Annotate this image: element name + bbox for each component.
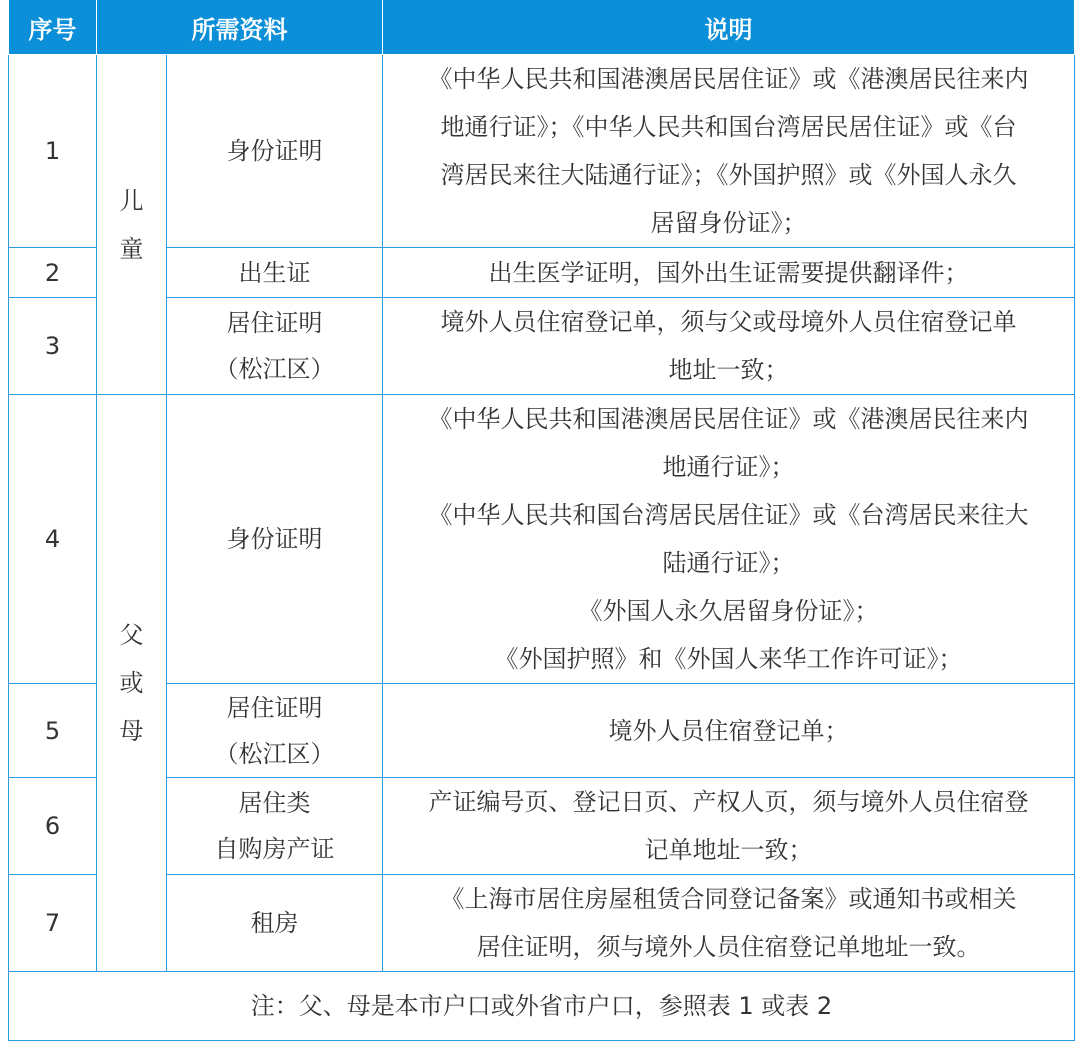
description-line: 地通行证》；: [662, 453, 795, 481]
table-row: [9, 684, 1075, 778]
description-line: 《外国护照》和《外国人来华工作许可证》；: [494, 645, 963, 673]
description-cell: [383, 395, 1075, 684]
material-cell: [167, 248, 383, 298]
row-number: 6: [9, 778, 97, 875]
description-line: 湾居民来往大陆通行证》；《外国护照》或《外国人永久: [440, 161, 1017, 189]
description-line: 境外人员住宿登记单，须与父或母境外人员住宿登记单: [440, 308, 1017, 336]
material-text: 居住证明: [226, 309, 323, 337]
table-row: [9, 395, 1075, 684]
group-child-char: 童: [119, 234, 144, 263]
material-text: 出生证: [238, 258, 311, 287]
description-line: 境外人员住宿登记单；: [608, 716, 849, 745]
description-line: 《中华人民共和国港澳居民居住证》或《港澳居民往来内: [428, 65, 1029, 93]
description-line: 记单地址一致；: [644, 836, 813, 864]
material-cell: [167, 55, 383, 248]
material-cell: [167, 778, 383, 875]
material-text: 身份证明: [226, 525, 323, 553]
row-number: 2: [9, 248, 97, 298]
description-line: 地址一致；: [668, 356, 789, 384]
footnote: 注：父、母是本市户口或外省市户口，参照表 1 或表 2: [9, 972, 1075, 1041]
group-child: [97, 55, 167, 395]
material-text: 身份证明: [226, 137, 323, 165]
header-seq: 序号: [9, 0, 97, 55]
material-text: 居住类: [238, 789, 311, 817]
group-parent-char: 或: [119, 669, 144, 697]
material-text: 居住证明: [226, 693, 323, 722]
group-child-char: 儿: [119, 186, 144, 215]
table-row: [9, 875, 1075, 972]
table-row: [9, 298, 1075, 395]
table-row: [9, 248, 1075, 298]
row-number: 5: [9, 684, 97, 778]
description-line: 地通行证》；《中华人民共和国台湾居民居住证》或《台: [440, 113, 1017, 141]
material-cell: [167, 395, 383, 684]
description-line: 产证编号页、登记日页、产权人页，须与境外人员住宿登: [428, 788, 1029, 816]
group-parent-char: 父: [119, 621, 144, 649]
description-cell: [383, 298, 1075, 395]
material-text: （松江区）: [214, 739, 335, 768]
description-line: 居留身份证》；: [650, 209, 807, 237]
description-cell: [383, 778, 1075, 875]
material-cell: [167, 875, 383, 972]
header-materials: 所需资料: [97, 0, 383, 55]
table-row: [9, 778, 1075, 875]
row-number: 4: [9, 395, 97, 684]
material-text: （松江区）: [214, 355, 335, 383]
material-cell: [167, 684, 383, 778]
group-parent: [97, 395, 167, 972]
description-cell: [383, 55, 1075, 248]
group-parent-char: 母: [119, 717, 144, 745]
row-number: 7: [9, 875, 97, 972]
required-documents-table: [8, 0, 1075, 1041]
description-line: 《中华人民共和国台湾居民居住证》或《台湾居民来往大: [428, 501, 1029, 529]
material-cell: [167, 298, 383, 395]
row-number: 3: [9, 298, 97, 395]
row-number: 1: [9, 55, 97, 248]
header-desc: 说明: [383, 0, 1075, 55]
description-line: 《外国人永久居留身份证》；: [578, 597, 879, 625]
description-line: 居住证明，须与境外人员住宿登记单地址一致。: [476, 933, 981, 961]
table-header-row: [9, 0, 1075, 55]
material-text: 自购房产证: [214, 835, 335, 863]
description-line: 《中华人民共和国港澳居民居住证》或《港澳居民往来内: [428, 405, 1029, 433]
description-line: 出生医学证明，国外出生证需要提供翻译件；: [488, 258, 969, 287]
table-row: [9, 55, 1075, 248]
material-text: 租房: [250, 909, 299, 937]
description-line: 陆通行证》；: [662, 549, 795, 577]
description-line: 《上海市居住房屋租赁合同登记备案》或通知书或相关: [440, 885, 1017, 913]
note-row: [9, 972, 1075, 1041]
description-cell: [383, 684, 1075, 778]
description-cell: [383, 875, 1075, 972]
description-cell: [383, 248, 1075, 298]
